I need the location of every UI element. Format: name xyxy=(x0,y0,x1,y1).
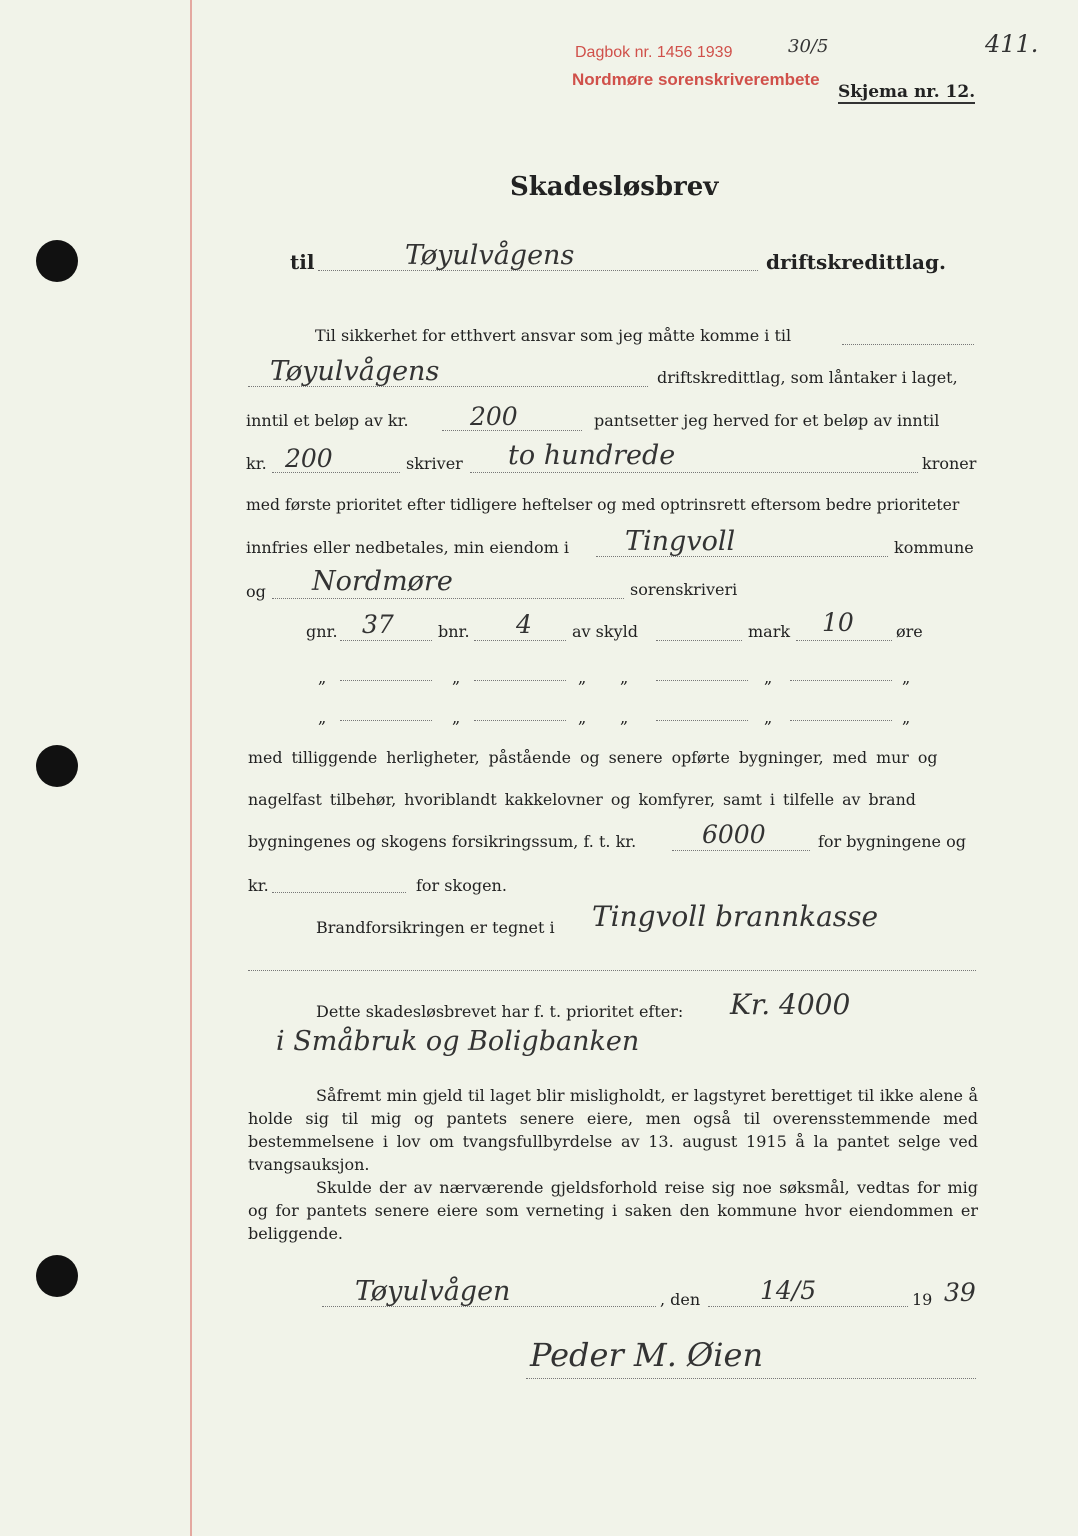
schema-number: Skjema nr. 12. xyxy=(838,82,976,102)
ditto-mark: „ xyxy=(578,668,587,687)
innfries-label: innfries eller nedbetales, min eiendom i xyxy=(246,538,570,557)
prioritet-label: Dette skadesløsbrevet har f. t. prioritet efter: xyxy=(316,1002,684,1021)
punch-hole-icon xyxy=(36,745,78,787)
ditto-mark: „ xyxy=(764,708,773,727)
skriver-label: skriver xyxy=(406,454,463,473)
pantsetter-label: pantsetter jeg herved for et beløp av inntil xyxy=(594,411,940,430)
av-skyld-label: av skyld xyxy=(572,622,638,641)
lender-value: Tøyulvågens xyxy=(270,356,440,387)
p2-line2: nagelfast tilbehør, hvoriblandt kakkelovner og komfyrer, samt i tilfelle av brand xyxy=(248,790,916,809)
kr2-label: kr. xyxy=(248,876,269,895)
kommune-label: kommune xyxy=(894,538,974,557)
prioritet-value: Kr. 4000 xyxy=(730,988,851,1021)
date-value: 14/5 xyxy=(760,1276,817,1305)
inntil-label: inntil et beløp av kr. xyxy=(246,411,409,430)
prioritet-value2: i Småbruk og Boligbanken xyxy=(276,1026,640,1057)
brandforsikring-dots xyxy=(248,970,976,971)
ditto-dots xyxy=(656,720,748,721)
ditto-dots xyxy=(474,720,566,721)
ditto-dots xyxy=(790,680,892,681)
ditto-mark: „ xyxy=(578,708,587,727)
ore-label: øre xyxy=(896,622,923,641)
ditto-mark: „ xyxy=(902,708,911,727)
den-label: , den xyxy=(660,1290,701,1309)
forsikring-value: 6000 xyxy=(702,820,766,849)
ditto-dots xyxy=(656,680,748,681)
signature-dots xyxy=(526,1378,976,1379)
p2-line1: med tilliggende herligheter, påstående og senere opførte bygninger, med mur og xyxy=(248,748,938,767)
ditto-dots xyxy=(790,720,892,721)
year-prefix: 19 xyxy=(912,1290,933,1309)
sorenskriveri-value: Nordmøre xyxy=(312,566,453,597)
gnr-label: gnr. xyxy=(306,622,338,641)
for-bygningene-label: for bygningene og xyxy=(818,832,966,851)
ditto-mark: „ xyxy=(764,668,773,687)
ditto-mark: „ xyxy=(620,668,629,687)
ditto-mark: „ xyxy=(318,708,327,727)
p3-paragraph: Såfremt min gjeld til laget blir misligholdt, er lagstyret berettiget til ikke alene å holde sig til mig og pantets senere eiere, men også til overensstemmende med bestemmelsene i lov om tvangsfullbyrdelse av 13. august 1915 å la pantet selge ved tvangsauksjon. xyxy=(248,1086,978,1174)
kroner-label: kroner xyxy=(922,454,977,473)
forsikring-dots xyxy=(672,850,810,851)
til-value: Tøyulvågens xyxy=(405,240,575,271)
gnr-dots xyxy=(340,640,432,641)
mark-dots xyxy=(796,640,892,641)
for-skogen-label: for skogen. xyxy=(416,876,507,895)
p1-line2: driftskredittlag, som låntaker i laget, xyxy=(657,368,958,387)
skyld-dots xyxy=(656,640,742,641)
gnr-value: 37 xyxy=(362,610,394,639)
ditto-mark: „ xyxy=(452,668,461,687)
year-value: 39 xyxy=(944,1278,976,1307)
stamp-date: 30/5 xyxy=(788,36,829,57)
ditto-dots xyxy=(340,680,432,681)
date-dots xyxy=(708,1306,908,1307)
punch-hole-icon xyxy=(36,1255,78,1297)
mark-label: mark xyxy=(748,622,791,641)
amount2-value: 200 xyxy=(285,444,333,473)
brandforsikring-label: Brandforsikringen er tegnet i xyxy=(316,918,555,937)
skogen-dots xyxy=(272,892,406,893)
bnr-label: bnr. xyxy=(438,622,470,641)
stamp-diary-number: Dagbok nr. 1456 1939 xyxy=(575,44,733,61)
og-label: og xyxy=(246,582,266,601)
kr-label: kr. xyxy=(246,454,267,473)
ditto-mark: „ xyxy=(620,708,629,727)
p1-dots xyxy=(842,344,974,345)
sorenskriveri-label: sorenskriveri xyxy=(630,580,738,599)
p2-line3: bygningenes og skogens forsikringssum, f. t. kr. xyxy=(248,832,637,851)
p1-line5: med første prioritet efter tidligere heftelser og med optrinsrett eftersom bedre prioriteter xyxy=(246,496,960,514)
margin-line xyxy=(190,0,192,1536)
place-value: Tøyulvågen xyxy=(355,1276,511,1307)
stamp-office: Nordmøre sorenskriverembete xyxy=(572,70,820,89)
driftskredittlag-label: driftskredittlag. xyxy=(766,250,946,274)
bnr-dots xyxy=(474,640,566,641)
p1-line1: Til sikkerhet for etthvert ansvar som jeg måtte komme i til xyxy=(315,326,792,345)
signature: Peder M. Øien xyxy=(530,1336,764,1374)
page-number: 411. xyxy=(985,30,1039,58)
ditto-mark: „ xyxy=(318,668,327,687)
words-dots xyxy=(470,472,918,473)
document-title: Skadesløsbrev xyxy=(510,172,719,202)
kommune-value: Tingvoll xyxy=(625,526,736,557)
til-label: til xyxy=(290,250,315,274)
p4-paragraph: Skulde der av nærværende gjeldsforhold reise sig noe søksmål, vedtas for mig og for pantets senere eiere som verneting i saken den kommune hvor eiendommen er beliggende. xyxy=(248,1178,978,1243)
punch-hole-icon xyxy=(36,240,78,282)
brandforsikring-value: Tingvoll brannkasse xyxy=(592,900,879,933)
amount-words-value: to hundrede xyxy=(508,440,676,471)
ditto-mark: „ xyxy=(902,668,911,687)
ditto-mark: „ xyxy=(452,708,461,727)
ditto-dots xyxy=(340,720,432,721)
sorenskriveri-dots xyxy=(272,598,624,599)
bnr-value: 4 xyxy=(516,610,532,639)
amount1-value: 200 xyxy=(470,402,518,431)
mark-value: 10 xyxy=(822,608,854,637)
ditto-dots xyxy=(474,680,566,681)
